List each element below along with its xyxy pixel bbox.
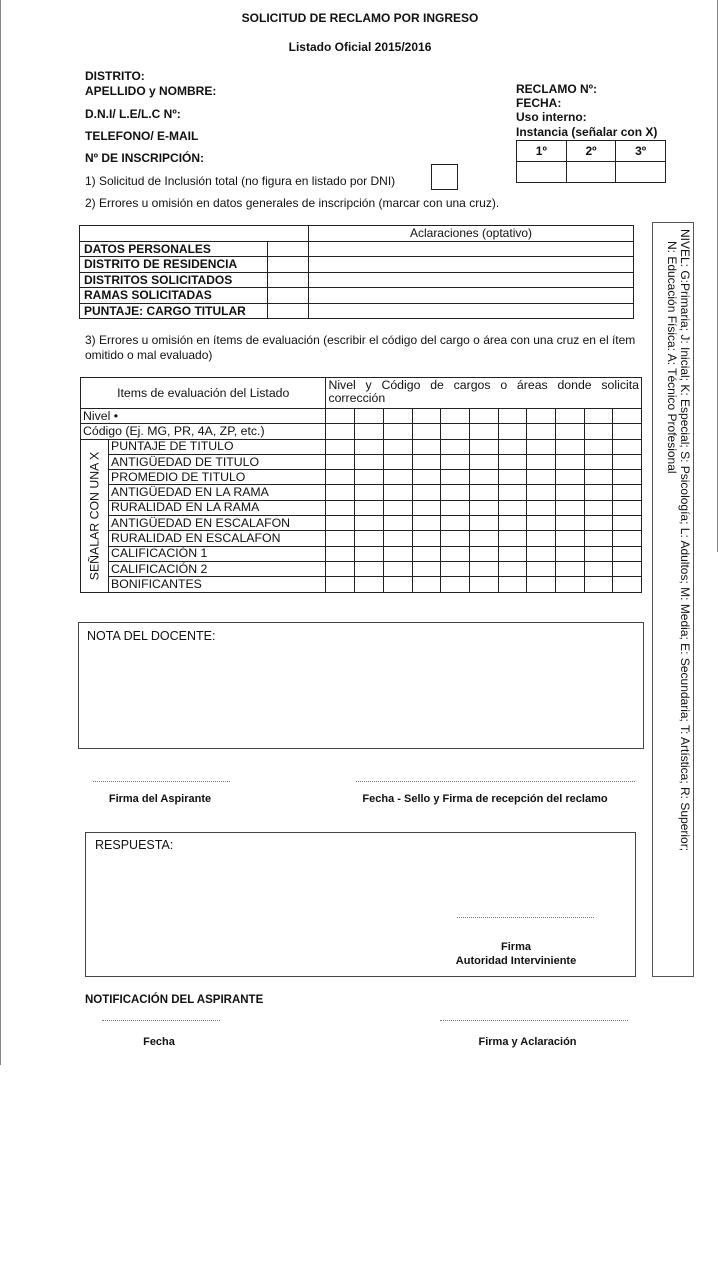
grid-cell[interactable] [355, 577, 384, 592]
grid-cell[interactable] [555, 561, 584, 576]
grid-cell[interactable] [383, 454, 412, 469]
senalar-vertical-label [81, 439, 109, 592]
grid-cell[interactable] [441, 577, 470, 592]
grid-cell[interactable] [383, 470, 412, 485]
datos-row-label: RAMAS SOLICITADAS [80, 288, 268, 304]
grid-cell[interactable] [584, 500, 613, 515]
grid-cell[interactable] [441, 516, 470, 531]
firma-aspirante-label: Firma del Aspirante [108, 793, 212, 805]
grid-cell[interactable] [383, 424, 412, 439]
grid-cell[interactable] [326, 500, 355, 515]
grid-cell[interactable] [527, 424, 556, 439]
grid-cell[interactable] [498, 409, 527, 424]
section-1-text: 1) Solicitud de Inclusión total (no figura en listado por DNI) [85, 174, 396, 188]
grid-cell[interactable] [555, 470, 584, 485]
grid-cell[interactable] [383, 516, 412, 531]
grid-cell[interactable] [469, 577, 498, 592]
grid-cell[interactable] [527, 470, 556, 485]
grid-cell[interactable] [527, 546, 556, 561]
grid-cell[interactable] [527, 531, 556, 546]
senalar-text: SEÑALAR CON UNA X [87, 451, 101, 580]
page-left-border [0, 0, 1, 1065]
grid-cell[interactable] [469, 409, 498, 424]
grid-cell[interactable] [383, 531, 412, 546]
grid-cell[interactable] [527, 500, 556, 515]
grid-cell[interactable] [441, 531, 470, 546]
item-row-label: CALIFICACIÓN 1 [109, 546, 326, 561]
distrito-field[interactable]: DISTRITO: [85, 69, 145, 83]
grid-cell[interactable] [441, 561, 470, 576]
grid-cell[interactable] [584, 516, 613, 531]
grid-cell[interactable] [383, 409, 412, 424]
grid-cell[interactable] [326, 424, 355, 439]
grid-cell[interactable] [613, 531, 642, 546]
grid-cell[interactable] [498, 424, 527, 439]
grid-cell[interactable] [613, 454, 642, 469]
grid-cell[interactable] [441, 454, 470, 469]
grid-cell[interactable] [412, 577, 441, 592]
grid-cell[interactable] [326, 485, 355, 500]
grid-cell[interactable] [584, 531, 613, 546]
grid-cell[interactable] [613, 439, 642, 454]
instancia-col-3: 3º [616, 141, 666, 162]
item-row-label: PROMEDIO DE TITULO [109, 470, 326, 485]
grid-cell[interactable] [555, 516, 584, 531]
grid-cell[interactable] [441, 409, 470, 424]
grid-cell[interactable] [412, 500, 441, 515]
datos-row-aclaracion[interactable] [309, 257, 634, 273]
grid-cell[interactable] [584, 470, 613, 485]
grid-cell[interactable] [412, 485, 441, 500]
section-2-text: 2) Errores u omisión en datos generales de inscripción (marcar con una cruz). [85, 196, 500, 210]
item-row-label: RURALIDAD EN ESCALAFON [109, 531, 326, 546]
instancia-check-1[interactable] [517, 162, 567, 183]
grid-cell[interactable] [613, 561, 642, 576]
grid-cell[interactable] [441, 546, 470, 561]
grid-cell[interactable] [584, 454, 613, 469]
notificacion-firma-label: Firma y Aclaración [478, 1036, 577, 1048]
notificacion-fecha-line [102, 1020, 220, 1021]
grid-cell[interactable] [469, 424, 498, 439]
dni-field[interactable]: D.N.I/ L.E/L.C Nº: [85, 107, 181, 121]
datos-row-label: PUNTAJE: CARGO TITULAR [80, 303, 268, 319]
grid-cell[interactable] [613, 500, 642, 515]
grid-cell[interactable] [412, 546, 441, 561]
grid-cell[interactable] [498, 470, 527, 485]
grid-cell[interactable] [613, 424, 642, 439]
grid-cell[interactable] [584, 561, 613, 576]
grid-cell[interactable] [555, 577, 584, 592]
recepcion-label: Fecha - Sello y Firma de recepción del reclamo [362, 793, 608, 805]
grid-cell[interactable] [498, 577, 527, 592]
grid-cell[interactable] [326, 516, 355, 531]
grid-cell[interactable] [383, 485, 412, 500]
nivel-row-label: Nivel • [81, 409, 326, 424]
datos-generales-table [79, 225, 634, 319]
nivel-legend-line-1: NIVEL: G:Primaria; J: Inicial; K: Especial; S: Psicología; L: Adultos; M: Media; E: Secundaria; T: Artística; R: Superior; [678, 229, 692, 852]
datos-row-check[interactable] [268, 303, 309, 319]
grid-cell[interactable] [355, 485, 384, 500]
datos-row-check[interactable] [268, 257, 309, 273]
grid-cell[interactable] [355, 516, 384, 531]
grid-cell[interactable] [555, 485, 584, 500]
grid-cell[interactable] [412, 470, 441, 485]
grid-cell[interactable] [412, 439, 441, 454]
instancia-check-3[interactable] [616, 162, 666, 183]
grid-cell[interactable] [498, 516, 527, 531]
item-row-label: CALIFICACIÓN 2 [109, 561, 326, 576]
notificacion-title: NOTIFICACIÓN DEL ASPIRANTE [85, 994, 264, 1006]
grid-cell[interactable] [527, 409, 556, 424]
grid-cell[interactable] [469, 500, 498, 515]
grid-cell[interactable] [355, 561, 384, 576]
firma-aspirante-line [93, 781, 230, 782]
grid-cell[interactable] [584, 439, 613, 454]
grid-cell[interactable] [355, 424, 384, 439]
grid-cell[interactable] [441, 470, 470, 485]
grid-cell[interactable] [527, 561, 556, 576]
grid-cell[interactable] [326, 439, 355, 454]
instancia-label: Instancia (señalar con X) [516, 125, 658, 139]
grid-cell[interactable] [355, 470, 384, 485]
grid-cell[interactable] [383, 439, 412, 454]
grid-cell[interactable] [326, 546, 355, 561]
nota-docente-box[interactable] [78, 622, 644, 749]
grid-cell[interactable] [469, 470, 498, 485]
form-subtitle: Listado Oficial 2015/2016 [288, 40, 432, 54]
grid-cell[interactable] [555, 424, 584, 439]
grid-cell[interactable] [498, 439, 527, 454]
grid-cell[interactable] [527, 485, 556, 500]
grid-cell[interactable] [469, 454, 498, 469]
instancia-table [516, 140, 666, 183]
nivel-legend-box [652, 222, 694, 977]
grid-cell[interactable] [412, 454, 441, 469]
grid-cell[interactable] [584, 577, 613, 592]
autoridad-signature-line [457, 917, 594, 918]
datos-row-aclaracion[interactable] [309, 241, 634, 257]
instancia-col-1: 1º [517, 141, 567, 162]
grid-cell[interactable] [412, 561, 441, 576]
grid-cell[interactable] [613, 516, 642, 531]
grid-cell[interactable] [498, 546, 527, 561]
grid-cell[interactable] [326, 561, 355, 576]
grid-cell[interactable] [355, 500, 384, 515]
grid-cell[interactable] [498, 485, 527, 500]
datos-row-check[interactable] [268, 288, 309, 304]
grid-cell[interactable] [383, 500, 412, 515]
grid-cell[interactable] [412, 409, 441, 424]
grid-cell[interactable] [441, 424, 470, 439]
grid-cell[interactable] [355, 546, 384, 561]
nivel-legend-text [665, 229, 691, 851]
item-row-label: ANTIGÜEDAD DE TITULO [109, 454, 326, 469]
grid-cell[interactable] [613, 485, 642, 500]
codigo-row-label: Código (Ej. MG, PR, 4A, ZP, etc.) [81, 424, 326, 439]
grid-cell[interactable] [613, 546, 642, 561]
grid-cell[interactable] [527, 439, 556, 454]
grid-cell[interactable] [441, 485, 470, 500]
grid-cell[interactable] [498, 561, 527, 576]
grid-cell[interactable] [383, 561, 412, 576]
form-title: SOLICITUD DE RECLAMO POR INGRESO [241, 11, 479, 25]
grid-cell[interactable] [355, 439, 384, 454]
grid-cell[interactable] [555, 500, 584, 515]
grid-cell[interactable] [412, 516, 441, 531]
grid-cell[interactable] [469, 531, 498, 546]
telefono-email-field[interactable]: TELEFONO/ E-MAIL [85, 129, 199, 143]
grid-cell[interactable] [412, 531, 441, 546]
grid-cell[interactable] [469, 561, 498, 576]
grid-cell[interactable] [555, 531, 584, 546]
grid-cell[interactable] [355, 409, 384, 424]
instancia-check-2[interactable] [566, 162, 616, 183]
datos-row-label: DATOS PERSONALES [80, 241, 268, 257]
notificacion-fecha-label: Fecha [143, 1036, 175, 1048]
datos-row-label: DISTRITO DE RESIDENCIA [80, 257, 268, 273]
item-row-label: ANTIGÜEDAD EN ESCALAFON [109, 516, 326, 531]
grid-cell[interactable] [584, 546, 613, 561]
grid-cell[interactable] [498, 500, 527, 515]
grid-cell[interactable] [498, 454, 527, 469]
datos-row-check[interactable] [268, 272, 309, 288]
grid-cell[interactable] [441, 500, 470, 515]
grid-cell[interactable] [383, 546, 412, 561]
fecha-label: FECHA: [516, 96, 562, 110]
items-header-left: Items de evaluación del Listado [81, 378, 326, 409]
grid-cell[interactable] [326, 577, 355, 592]
grid-cell[interactable] [584, 409, 613, 424]
section-3-text: 3) Errores u omisión en ítems de evaluación (escribir el código del cargo o área con una cruz en el ítem omitido o mal evaluado) [85, 333, 636, 362]
item-row-label: BONIFICANTES [109, 577, 326, 592]
notificacion-firma-line [440, 1020, 628, 1021]
items-evaluacion-table [80, 377, 642, 593]
apellido-nombre-field[interactable]: APELLIDO y NOMBRE: [85, 84, 217, 98]
grid-cell[interactable] [527, 516, 556, 531]
respuesta-box[interactable] [85, 832, 636, 977]
nota-docente-label: NOTA DEL DOCENTE: [87, 629, 216, 643]
grid-cell[interactable] [412, 424, 441, 439]
grid-cell[interactable] [613, 470, 642, 485]
grid-cell[interactable] [355, 531, 384, 546]
item-row-label: RURALIDAD EN LA RAMA [109, 500, 326, 515]
grid-cell[interactable] [469, 546, 498, 561]
datos-row-aclaracion[interactable] [309, 303, 634, 319]
grid-cell[interactable] [527, 577, 556, 592]
grid-cell[interactable] [469, 516, 498, 531]
aclaraciones-header: Aclaraciones (optativo) [309, 226, 634, 242]
grid-cell[interactable] [326, 531, 355, 546]
item-row-label: ANTIGÜEDAD EN LA RAMA [109, 485, 326, 500]
grid-cell[interactable] [383, 577, 412, 592]
grid-cell[interactable] [355, 454, 384, 469]
grid-cell[interactable] [469, 485, 498, 500]
grid-cell[interactable] [527, 454, 556, 469]
grid-cell[interactable] [555, 409, 584, 424]
grid-cell[interactable] [555, 454, 584, 469]
inclusion-total-checkbox[interactable] [431, 164, 458, 190]
grid-cell[interactable] [498, 531, 527, 546]
instancia-col-2: 2º [566, 141, 616, 162]
reclamo-number-label: RECLAMO Nº: [516, 82, 598, 96]
grid-cell[interactable] [613, 409, 642, 424]
page-right-border [717, 0, 718, 552]
datos-row-check[interactable] [268, 241, 309, 257]
items-header-right: Nivel y Código de cargos o áreas donde solicita corrección [326, 378, 642, 409]
respuesta-label: RESPUESTA: [95, 838, 174, 852]
recepcion-line [356, 781, 635, 782]
grid-cell[interactable] [441, 439, 470, 454]
grid-cell[interactable] [584, 485, 613, 500]
datos-row-label: DISTRITOS SOLICITADOS [80, 272, 268, 288]
grid-cell[interactable] [613, 577, 642, 592]
autoridad-text: Autoridad Interviniente [455, 955, 577, 967]
grid-cell[interactable] [555, 439, 584, 454]
datos-header-blank [80, 226, 309, 242]
grid-cell[interactable] [326, 470, 355, 485]
grid-cell[interactable] [555, 546, 584, 561]
uso-interno-label: Uso interno: [516, 110, 587, 124]
item-row-label: PUNTAJE DE TITULO [109, 439, 326, 454]
datos-row-aclaracion[interactable] [309, 288, 634, 304]
firma-text: Firma [501, 941, 531, 953]
autoridad-firma-label [436, 940, 596, 968]
inscripcion-field[interactable]: Nº DE INSCRIPCIÓN: [85, 151, 205, 165]
grid-cell[interactable] [326, 454, 355, 469]
grid-cell[interactable] [326, 409, 355, 424]
grid-cell[interactable] [584, 424, 613, 439]
nivel-legend-line-2: N: Educación Física: A: Técnico Profesional [665, 241, 679, 474]
grid-cell[interactable] [469, 439, 498, 454]
datos-row-aclaracion[interactable] [309, 272, 634, 288]
